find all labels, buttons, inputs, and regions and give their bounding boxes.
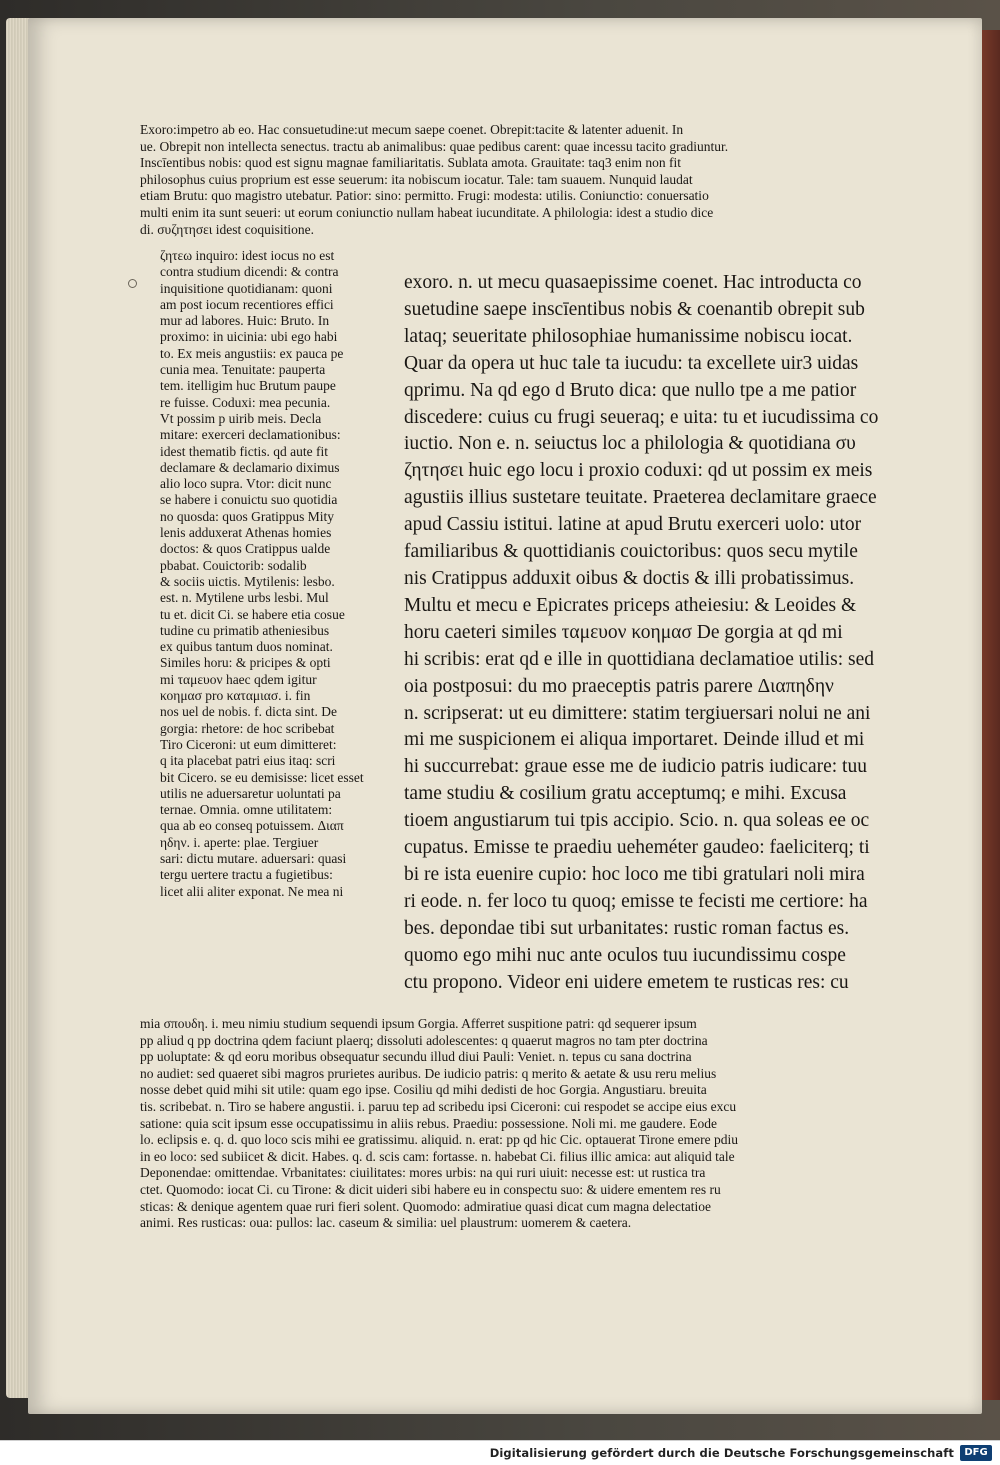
- main-text-line: ri eode. n. fer loco tu quoq; emisse te fecisti me certiore: ha: [404, 890, 868, 912]
- left-column-line: qua ab eo conseq potuissem. Διαπ: [160, 818, 344, 834]
- commentary-line: pp aliud q pp doctrina qdem faciunt plaerq; dissoluti adolescentes: q quaerut magros no tam pter doctrina: [140, 1032, 708, 1048]
- commentary-line: mia σπουδη. i. meu nimiu studium sequendi ipsum Gorgia. Afferret suspitione patri: qd sequerer ipsum: [140, 1016, 697, 1031]
- left-column-line: re fuisse. Coduxi: mea pecunia.: [160, 394, 331, 410]
- commentary-line: Inscīentibus nobis: quod est signu magnae familiaritatis. Sublata amota. Grauitate: taq3 enim non fit: [140, 155, 682, 171]
- commentary-line: pp uoluptate: & qd eoru moribus obsequatur secundu illud diui Pauli: Veniet. n. tepus cu sana doctrina: [140, 1049, 692, 1065]
- left-column-line: cunia mea. Tenuitate: pauperta: [160, 362, 326, 378]
- main-text-line: qprimu. Na qd ego d Bruto dica: que nullo tpe a me patior: [404, 379, 857, 401]
- main-text-line: agustiis illius sustetare teuitate. Praeterea declamitare graece: [404, 487, 877, 509]
- main-text-line: discedere: cuius cu frugi seueraq; e uita: tu et iucudissima co: [404, 406, 879, 428]
- main-text-line: mi me suspicionem ei aliqua importaret. Deinde illud et mi: [404, 729, 865, 751]
- main-text-line: bi re ista euenire cupio: hoc loco me tibi gratulari noli mira: [404, 863, 865, 885]
- commentary-line: multi enim ita sunt seueri: ut eorum coniunctio nullam habeat iucunditate. A philologia: idest a studio dice: [140, 204, 714, 220]
- commentary-line: Deponendae: omittendae. Vrbanitates: ciuilitates: mores urbis: na qui ruri uiuit: necesse est: ut rustica tra: [140, 1165, 706, 1181]
- main-text-line: quomo ego mihi nuc ante oculos tuu iucundissimu cospe: [404, 944, 846, 966]
- dfg-logo-icon: DFG: [960, 1445, 992, 1461]
- main-text-line: Quar da opera ut huc tale ta iucudu: ta excellete uir3 uidas: [404, 352, 859, 374]
- commentary-line: etiam Brutu: quo magistro utebatur. Patior: sino: permitto. Frugi: modesta: utilis. Coniunctio: conuersatio: [140, 188, 709, 204]
- main-text-line: suetudine saepe inscīentibus nobis & coenantib obrepit sub: [404, 298, 865, 320]
- left-column-line: gorgia: rhetore: de hoc scribebat: [160, 720, 335, 736]
- main-text-line: lataq; seueritate philosophiae humanissime nobiscu iocat.: [404, 325, 853, 347]
- left-column-line: am post iocum recentiores effici: [160, 296, 334, 312]
- left-column-line: κοημασ pro καταμιασ. i. fin: [160, 688, 311, 704]
- commentary-left-column: [160, 248, 400, 900]
- commentary-line: no audiet: sed quaeret sibi magros prurietes auribus. De iudicio patris: q merito & aetate & usu reru melius: [140, 1065, 717, 1081]
- left-column-line: tu et. dicit Ci. se habere etia cosue: [160, 606, 345, 622]
- left-column-line: mitare: exerceri declamationibus:: [160, 427, 341, 443]
- left-column-line: lenis adduxerat Athenas homies: [160, 525, 332, 541]
- commentary-line: lo. eclipsis e. q. d. quo loco scis mihi ee gratissimu. aliquid. n. erat: pp qd hic Cic. optauerat Tirone emere pdiu: [140, 1132, 739, 1148]
- left-column-line: se habere i conuictu suo quotidia: [160, 492, 338, 508]
- margin-circle-mark: [128, 279, 137, 288]
- left-column-line: doctos: & quos Cratippus ualde: [160, 541, 331, 557]
- left-column-line: bit Cicero. se eu demisisse: licet esset: [160, 769, 364, 785]
- left-column-line: tudine cu primatib atheniesibus: [160, 622, 330, 638]
- commentary-line: ctet. Quomodo: iocat Ci. cu Tirone: & dicit uideri sibi habere eu in conspectu suo: & uidere ementem res ru: [140, 1181, 721, 1197]
- main-text-line: Multu et mecu e Epicrates priceps atheiesiu: & Leoides &: [404, 594, 857, 616]
- main-text-line: n. scripserat: ut eu dimittere: statim tergiuersari nolui ne ani: [404, 702, 871, 724]
- commentary-line: philosophus cuius proprium est esse seuerum: ita nobiscum iocatur. Tale: tam suauem. Nunquid laudat: [140, 171, 693, 187]
- commentary-line: satione: quia scit ipsum esse occupatissimu in aliis rebus. Praediu: possessione. Noli mi. me gaudere. Eode: [140, 1115, 718, 1131]
- left-column-line: tergu uertere tractu a fugietibus:: [160, 867, 333, 883]
- left-column-line: est. n. Mytilene urbs lesbi. Mul: [160, 590, 329, 606]
- left-column-line: inquisitione quotidianam: quoni: [160, 280, 333, 296]
- commentary-line: animi. Res rusticas: oua: pullos: lac. caseum & similia: uel plaustrum: uomerem & caetera.: [140, 1215, 632, 1231]
- commentary-top: [140, 122, 925, 238]
- left-column-line: tem. itelligim huc Brutum paupe: [160, 378, 336, 394]
- main-text-line: cupatus. Emisse te praediu ueheméter gaudeo: faeliciterq; ti: [404, 837, 870, 859]
- left-column-line: sari: dictu mutare. aduersari: quasi: [160, 850, 347, 866]
- commentary-line: in eo loco: sed subiicet & dicit. Habes. q. d. scis cam: fortasse. n. habebat Ci. filius illic amica: aut aliquid tale: [140, 1148, 735, 1164]
- left-column-line: mur ad labores. Huic: Bruto. In: [160, 313, 330, 329]
- commentary-line: tis. scribebat. n. Tiro se habere angustii. i. paruu tep ad scribedu ipsi Ciceroni: cui respodet se accipe eius excu: [140, 1098, 737, 1114]
- main-text-line: apud Cassiu istitui. latine at apud Brutu exerceri uolo: utor: [404, 514, 862, 536]
- left-column-line: proximo: in uicinia: ubi ego habi: [160, 329, 338, 345]
- left-column-line: no quosda: quos Gratippus Mity: [160, 508, 334, 524]
- left-column-line: ex quibus tantum duos nominat.: [160, 639, 333, 655]
- main-text-line: hi scribis: erat qd e ille in quottidiana declamatioe utilis: sed: [404, 648, 875, 670]
- main-text-column: [404, 270, 929, 996]
- left-column-line: ηδην. i. aperte: plae. Tergiuer: [160, 834, 319, 850]
- left-column-line: utilis ne aduersaretur uoluntati pa: [160, 785, 341, 801]
- commentary-line: di. συζητησει idest coquisitione.: [140, 221, 315, 237]
- left-column-line: mi ταμευον haec qdem igitur: [160, 671, 317, 687]
- main-text-line: tioem angustiarum tui tpis accipio. Scio. n. qua soleas ee oc: [404, 810, 870, 832]
- commentary-line: Exoro:impetro ab eo. Hac consuetudine:ut mecum saepe coenet. Obrepit:tacite & latenter aduenit. In: [140, 122, 684, 137]
- left-column-line: q ita placebat patri eius itaq: scri: [160, 753, 336, 769]
- commentary-line: sticas: & denique agentem quae ruri fieri solent. Quomodo: admiratiue quasi dicat cum magna delectatioe: [140, 1198, 711, 1214]
- left-column-line: Vt possim p uirib meis. Decla: [160, 410, 322, 426]
- left-column-line: Similes horu: & pricipes & opti: [160, 655, 331, 671]
- main-text-line: nis Cratippus adduxit oibus & doctis & illi probatissimus.: [404, 567, 855, 589]
- left-column-line: ternae. Omnia. omne utilitatem:: [160, 802, 333, 818]
- left-column-line: licet alii aliter exponat. Ne mea ni: [160, 883, 344, 899]
- main-text-line: iuctio. Non e. n. seiuctus loc a philologia & quotidiana συ: [404, 433, 856, 455]
- left-column-line: pbabat. Couictorib: sodalib: [160, 557, 307, 573]
- footer-bar: [0, 1440, 1000, 1465]
- commentary-bottom: [140, 1016, 925, 1232]
- main-text-line: horu caeteri similes ταμευον κοημασ De gorgia at qd mi: [404, 621, 843, 643]
- main-text-line: oia postposui: du mo praeceptis patris parere Διαπηδην: [404, 675, 834, 697]
- left-column-line: nos uel de nobis. f. dicta sint. De: [160, 704, 337, 720]
- main-text-line: hi succurrebat: graue esse me de iudicio patris iudicare: tuu: [404, 756, 867, 778]
- book-cover-edge: [980, 30, 1000, 1400]
- main-text-line: ζητησει huic ego locu i proxio coduxi: qd ut possim ex meis: [404, 460, 873, 482]
- main-text-line: tame studiu & cosilium gratu acceptumq; e mihi. Excusa: [404, 783, 847, 805]
- main-text-line: ctu propono. Videor eni uidere emetem te rusticas res: cu: [404, 971, 849, 993]
- left-column-line: to. Ex meis angustiis: ex pauca pe: [160, 345, 344, 361]
- footer-credit: Digitalisierung gefördert durch die Deutsche Forschungsgemeinschaft: [489, 1446, 954, 1460]
- commentary-line: nosse debet quid mihi sit utile: quam ego ipse. Cosiliu qd mihi dedisti de hoc Gorgia. Angustiaru. breuita: [140, 1082, 707, 1098]
- main-text-line: familiaribus & quottidianis couictoribus: quos secu mytile: [404, 541, 858, 563]
- left-column-line: contra studium dicendi: & contra: [160, 264, 339, 280]
- left-column-line: & sociis uictis. Mytilenis: lesbo.: [160, 573, 335, 589]
- left-column-line: declamare & declamario diximus: [160, 459, 340, 475]
- left-column-line: idest thematib fictis. qd aute fit: [160, 443, 328, 459]
- main-text-line: exoro. n. ut mecu quasaepissime coenet. Hac introducta co: [404, 272, 862, 293]
- commentary-line: ue. Obrepit non intellecta senectus. tractu ab animalibus: quae pedibus carent: quae incessu tacito gradiuntur.: [140, 138, 729, 154]
- left-column-line: alio loco supra. Vtor: dicit nunc: [160, 476, 332, 492]
- left-column-line: Tiro Ciceroni: ut eum dimitteret:: [160, 736, 337, 752]
- left-column-line: ζητεω inquiro: idest iocus no est: [160, 248, 335, 263]
- main-text-line: bes. depondae tibi sut urbanitates: rustic roman factus es.: [404, 917, 850, 939]
